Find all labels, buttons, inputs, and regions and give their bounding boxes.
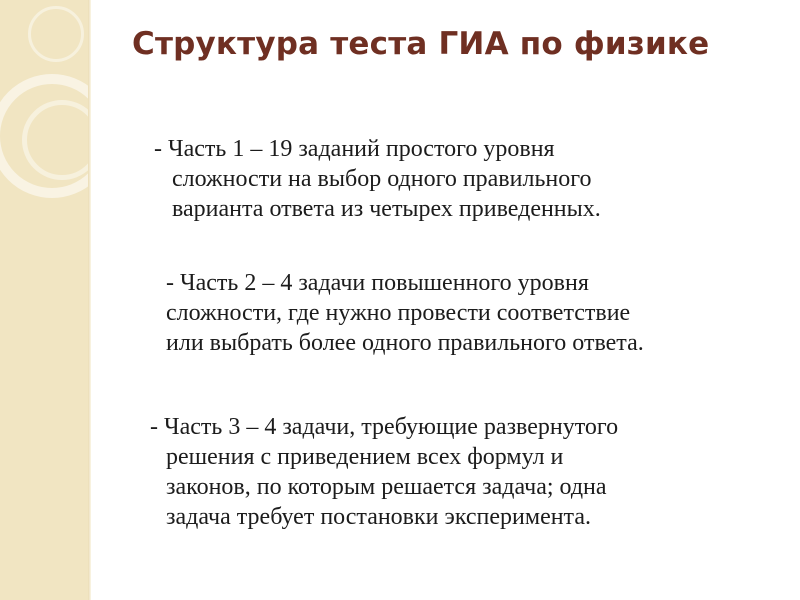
slide-title: Структура теста ГИА по физике [132,26,710,62]
paragraph-line: сложности на выбор одного правильного [172,166,592,192]
decorative-ring-small [28,6,84,62]
paragraph-line: - Часть 1 – 19 заданий простого уровня [154,136,555,162]
paragraph-part-2 [150,268,644,358]
paragraph-line: сложности, где нужно провести соответствие [166,300,631,326]
paragraph-part-3 [150,412,618,532]
paragraph-line: задача требует постановки эксперимента. [166,504,591,530]
paragraph-line: законов, по которым решается задача; одна [166,474,607,500]
paragraph-line: - Часть 2 – 4 задачи повышенного уровня [166,270,589,296]
decorative-side-strip [0,0,91,600]
paragraph-line: или выбрать более одного правильного ответа. [166,330,644,356]
paragraph-line: решения с приведением всех формул и [166,444,564,470]
paragraph-line: - Часть 3 – 4 задачи, требующие развернутого [150,414,619,440]
strip-edge [88,0,91,600]
paragraph-line: варианта ответа из четырех приведенных. [172,196,601,222]
paragraph-part-1 [150,134,601,224]
